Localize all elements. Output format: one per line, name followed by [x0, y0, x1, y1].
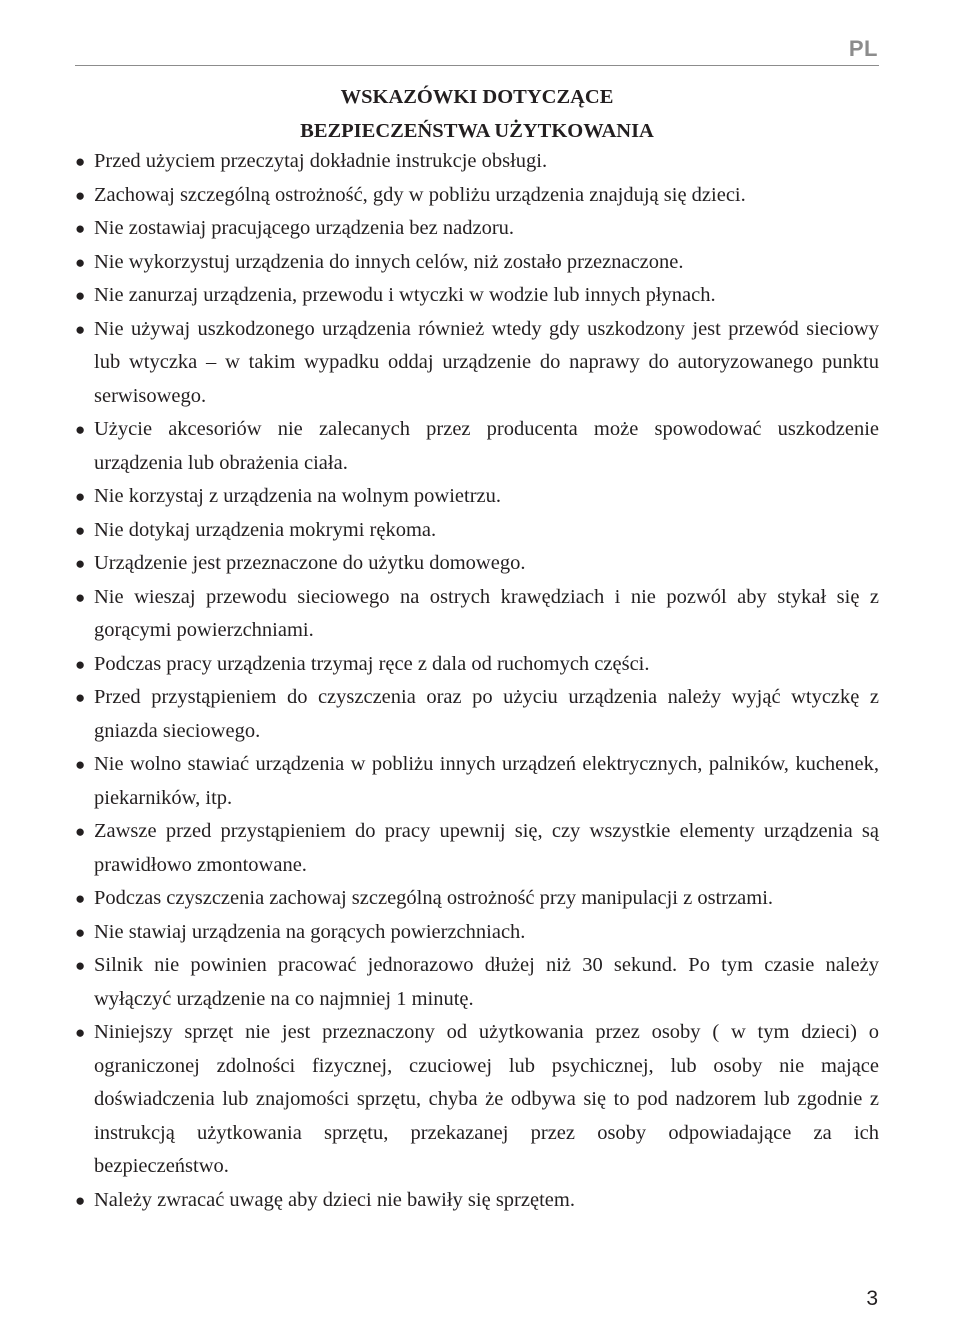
list-item-text: Przed użyciem przeczytaj dokładnie instrukcje obsługi.	[94, 150, 548, 172]
header-divider	[75, 65, 879, 66]
bullet-icon: ●	[75, 319, 86, 339]
list-item-text: Nie korzystaj z urządzenia na wolnym powietrzu.	[94, 485, 501, 507]
bullet-icon: ●	[75, 219, 86, 238]
list-item-text: Nie wieszaj przewodu sieciowego na ostrych krawędziach i nie pozwól aby stykał się z gorącymi powierzchniami.	[94, 585, 879, 641]
language-tag: PL	[848, 36, 878, 61]
list-item-text: Przed przystąpieniem do czyszczenia oraz po użyciu urządzenia należy wyjąć wtyczkę z gniazda sieciowego.	[94, 686, 879, 742]
list-item-text: Nie wykorzystuj urządzenia do innych celów, niż zostało przeznaczone.	[94, 250, 684, 273]
bullet-icon: ●	[75, 252, 86, 272]
list-item-text: Podczas czyszczenia zachowaj szczególną ostrożność przy manipulacji z ostrzami.	[94, 887, 774, 909]
bullet-icon: ●	[75, 554, 86, 573]
bullet-icon: ●	[75, 1190, 86, 1210]
list-item	[75, 413, 879, 480]
list-item	[75, 681, 879, 748]
bullet-icon: ●	[75, 688, 86, 707]
safety-instructions-list	[75, 145, 879, 1217]
list-item	[75, 179, 879, 213]
list-item-text: Silnik nie powinien pracować jednorazowo dłużej niż 30 sekund. Po tym czasie należy wyłączyć urządzenie na co najmniej 1 minutę.	[94, 954, 879, 1010]
list-item	[75, 581, 879, 648]
list-item-text: Nie stawiaj urządzenia na gorących powierzchniach.	[94, 920, 526, 943]
bullet-icon: ●	[75, 185, 86, 205]
bullet-icon: ●	[75, 1023, 86, 1042]
section-title	[75, 81, 879, 148]
bullet-icon: ●	[75, 520, 86, 540]
bullet-icon: ●	[75, 755, 86, 774]
bullet-icon: ●	[75, 654, 86, 674]
list-item-text: Nie dotykaj urządzenia mokrymi rękoma.	[94, 518, 437, 541]
list-item	[75, 547, 879, 581]
bullet-icon: ●	[75, 922, 86, 942]
list-item	[75, 815, 879, 882]
list-item	[75, 145, 879, 179]
bullet-icon: ●	[75, 587, 86, 607]
list-item	[75, 916, 879, 950]
bullet-icon: ●	[75, 822, 86, 841]
section-title-line-2: BEZPIECZEŃSTWA UŻYTKOWANIA	[300, 119, 654, 142]
list-item-text: Nie zanurzaj urządzenia, przewodu i wtyczki w wodzie lub innych płynach.	[94, 284, 716, 306]
section-title-line-1: WSKAZÓWKI DOTYCZĄCE	[340, 86, 614, 108]
bullet-icon: ●	[75, 487, 86, 506]
list-item	[75, 313, 879, 414]
list-item	[75, 949, 879, 1016]
bullet-icon: ●	[75, 956, 86, 975]
bullet-icon: ●	[75, 152, 86, 171]
list-item-text: Zawsze przed przystąpieniem do pracy upewnij się, czy wszystkie elementy urządzenia są prawidłowo zmontowane.	[94, 820, 879, 876]
list-item	[75, 514, 879, 548]
list-item	[75, 748, 879, 815]
list-item	[75, 246, 879, 280]
list-item	[75, 279, 879, 313]
list-item-text: Użycie akcesoriów nie zalecanych przez producenta może spowodować uszkodzenie urządzenia lub obrażenia ciała.	[94, 418, 879, 474]
bullet-icon: ●	[75, 286, 86, 305]
list-item-text: Urządzenie jest przeznaczone do użytku domowego.	[94, 552, 526, 574]
list-item	[75, 882, 879, 916]
list-item	[75, 212, 879, 246]
list-item-text: Podczas pracy urządzenia trzymaj ręce z dala od ruchomych części.	[94, 652, 650, 675]
list-item	[75, 648, 879, 682]
list-item	[75, 480, 879, 514]
bullet-icon: ●	[75, 889, 86, 908]
list-item-text: Niniejszy sprzęt nie jest przeznaczony od użytkowania przez osoby ( w tym dzieci) o ograniczonej zdolności fizycznej, czuciowej lub psychicznej, lub osoby nie mające doświadczenia lub znajomości sprzętu, chyba że odbywa się to pod nadzorem lub zgodnie z instrukcją użytkowania sprzętu, przekazanej przez osoby odpowiadające za ich bezpieczeństwo.	[94, 1021, 879, 1177]
list-item	[75, 1184, 879, 1218]
list-item	[75, 1016, 879, 1184]
list-item-text: Nie używaj uszkodzonego urządzenia również wtedy gdy uszkodzony jest przewód sieciowy lub wtyczka – w takim wypadku oddaj urządzenie do naprawy do autoryzowanego punktu serwisowego.	[94, 317, 879, 407]
page-number: 3	[866, 1287, 878, 1310]
list-item-text: Zachowaj szczególną ostrożność, gdy w pobliżu urządzenia znajdują się dzieci.	[94, 183, 746, 206]
bullet-icon: ●	[75, 420, 86, 439]
list-item-text: Nie zostawiaj pracującego urządzenia bez nadzoru.	[94, 217, 515, 239]
list-item-text: Należy zwracać uwagę aby dzieci nie bawiły się sprzętem.	[94, 1188, 575, 1211]
list-item-text: Nie wolno stawiać urządzenia w pobliżu innych urządzeń elektrycznych, palników, kuchenek, piekarników, itp.	[94, 753, 879, 809]
